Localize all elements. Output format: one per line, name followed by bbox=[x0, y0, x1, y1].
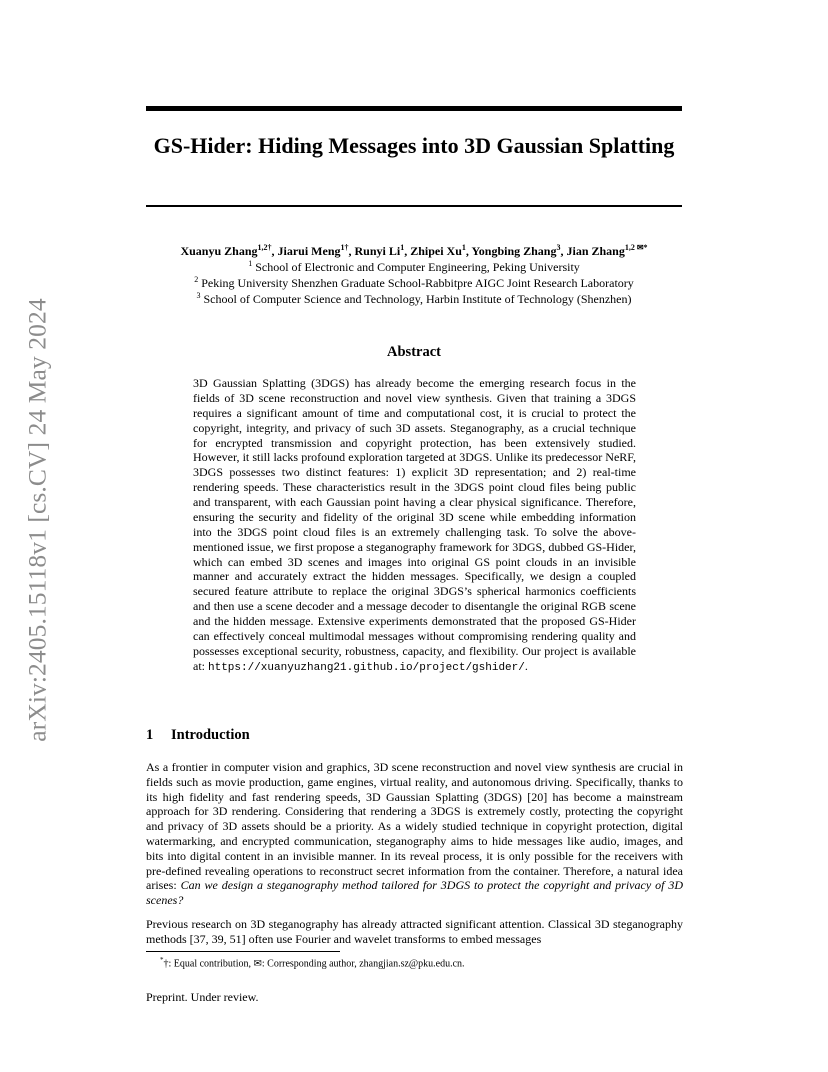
affiliation-number: 3 bbox=[196, 291, 201, 300]
author-name: Yongbing Zhang bbox=[471, 244, 557, 258]
author-list bbox=[100, 243, 728, 259]
author-affiliation-mark: 1 bbox=[461, 243, 466, 252]
section-title: Introduction bbox=[171, 727, 250, 743]
author-affiliation-mark: 1† bbox=[340, 243, 349, 252]
author-separator: , bbox=[560, 244, 567, 258]
intro-research-question: Can we design a steganography method tailored for 3DGS to protect the copyright and privacy of 3D scenes? bbox=[146, 878, 684, 908]
author-affiliation-mark: 3 bbox=[556, 243, 561, 252]
abstract-heading: Abstract bbox=[387, 344, 441, 360]
abstract-body bbox=[193, 376, 636, 676]
arxiv-identifier-text: arXiv:2405.15118v1 [cs.CV] 24 May 2024 bbox=[23, 298, 53, 742]
footnote-text: †: Equal contribution, ✉: Corresponding author, zhangjian.sz@pku.edu.cn. bbox=[163, 958, 465, 970]
affiliation-text: Peking University Shenzhen Graduate School-Rabbitpre AIGC Joint Research Laboratory bbox=[201, 276, 634, 290]
affiliation-text: School of Electronic and Computer Engineering, Peking University bbox=[255, 260, 580, 274]
author-separator: , bbox=[465, 244, 472, 258]
affiliation-number: 1 bbox=[248, 259, 253, 268]
affiliation-2 bbox=[100, 275, 728, 291]
author-separator: , bbox=[404, 244, 411, 258]
intro-paragraph-1 bbox=[146, 760, 683, 908]
intro-paragraph-1-text: As a frontier in computer vision and graphics, 3D scene reconstruction and novel view synthesis are crucial in fields such as movie production, game engines, virtual reality, and autonomous driving. Specifically, thanks to its high fidelity and fast rendering speeds, 3D Gaussian Splatting (3DGS) [20] has become a mainstream approach for 3D rendering. Considering that rendering a 3DGS is extremely costly, protecting the copyright and privacy of 3D assets should be a priority. As a widely studied technique in copyright protection, digital watermarking, and encrypted communication, steganography aims to hide messages like audio, images, and bits into digital content in an invisible manner. In its reveal process, it is only possible for the receivers with pre-defined revealing operations to reconstruct secret information from the container. Therefore, a natural idea arises: bbox=[146, 760, 683, 893]
author-affiliation-mark: 1,2† bbox=[257, 243, 272, 252]
section-number: 1 bbox=[146, 727, 154, 743]
affiliation-3 bbox=[100, 291, 728, 307]
arxiv-identifier bbox=[20, 276, 56, 764]
abstract-end: . bbox=[524, 658, 528, 673]
author-name: Zhipei Xu bbox=[410, 244, 462, 258]
section-heading-introduction bbox=[146, 727, 250, 744]
paper-title: GS-Hider: Hiding Messages into 3D Gaussian Splatting bbox=[153, 133, 675, 158]
preprint-note: Preprint. Under review. bbox=[146, 990, 259, 1004]
title-bottom-rule bbox=[146, 205, 682, 207]
author-separator: , bbox=[348, 244, 355, 258]
intro-paragraph-2: Previous research on 3D steganography has already attracted significant attention. Classical 3D steganography methods [37, 39, 51] often use Fourier and wavelet transforms to embed messages bbox=[146, 917, 683, 946]
author-affiliation-mark: 1 bbox=[400, 243, 405, 252]
author-affiliation-mark: 1,2 ✉* bbox=[624, 243, 648, 252]
author-name: Jiarui Meng bbox=[277, 244, 341, 258]
affiliation-number: 2 bbox=[194, 275, 199, 284]
footnote-mark: * bbox=[160, 956, 164, 964]
author-name: Xuanyu Zhang bbox=[180, 244, 258, 258]
title-top-rule bbox=[146, 106, 682, 111]
affiliation-1 bbox=[100, 259, 728, 275]
project-link[interactable]: https://xuanyuzhang21.github.io/project/gshider/ bbox=[208, 661, 525, 674]
author-separator: , bbox=[271, 244, 278, 258]
author-name: Runyi Li bbox=[354, 244, 401, 258]
affiliation-text: School of Computer Science and Technology, Harbin Institute of Technology (Shenzhen) bbox=[203, 292, 632, 306]
footnote bbox=[160, 954, 465, 970]
footnote-rule bbox=[146, 951, 340, 952]
abstract-text: 3D Gaussian Splatting (3DGS) has already become the emerging research focus in the fields of 3D scene reconstruction and novel view synthesis. Given that training a 3DGS requires a significant amount of time and computational cost, it is crucial to protect the copyright, integrity, and privacy of such 3D assets. Steganography, as a crucial technique for encrypted transmission and copyright protection, has been extensively studied. However, it still lacks profound exploration targeted at 3DGS. Unlike its predecessor NeRF, 3DGS possesses two distinct features: 1) explicit 3D representation; and 2) real-time rendering speeds. These characteristics result in the 3DGS point cloud files being public and transparent, with each Gaussian point having a clear physical significance. Therefore, ensuring the security and fidelity of the original 3D scene while embedding information into the 3DGS point cloud files is an extremely challenging task. To solve the above-mentioned issue, we first propose a steganography framework for 3DGS, dubbed GS-Hider, which can embed 3D scenes and images into original GS point clouds in an invisible manner and accurately extract the hidden messages. Specifically, we design a coupled secured feature attribute to replace the original 3DGS’s spherical harmonics coefficients and then use a scene decoder and a message decoder to disentangle the original RGB scene and the hidden message. Extensive experiments demonstrated that the proposed GS-Hider can effectively conceal multimodal messages without compromising rendering quality and possesses exceptional security, robustness, capacity, and flexibility. Our project is available at: bbox=[193, 376, 636, 673]
author-name: Jian Zhang bbox=[566, 244, 625, 258]
